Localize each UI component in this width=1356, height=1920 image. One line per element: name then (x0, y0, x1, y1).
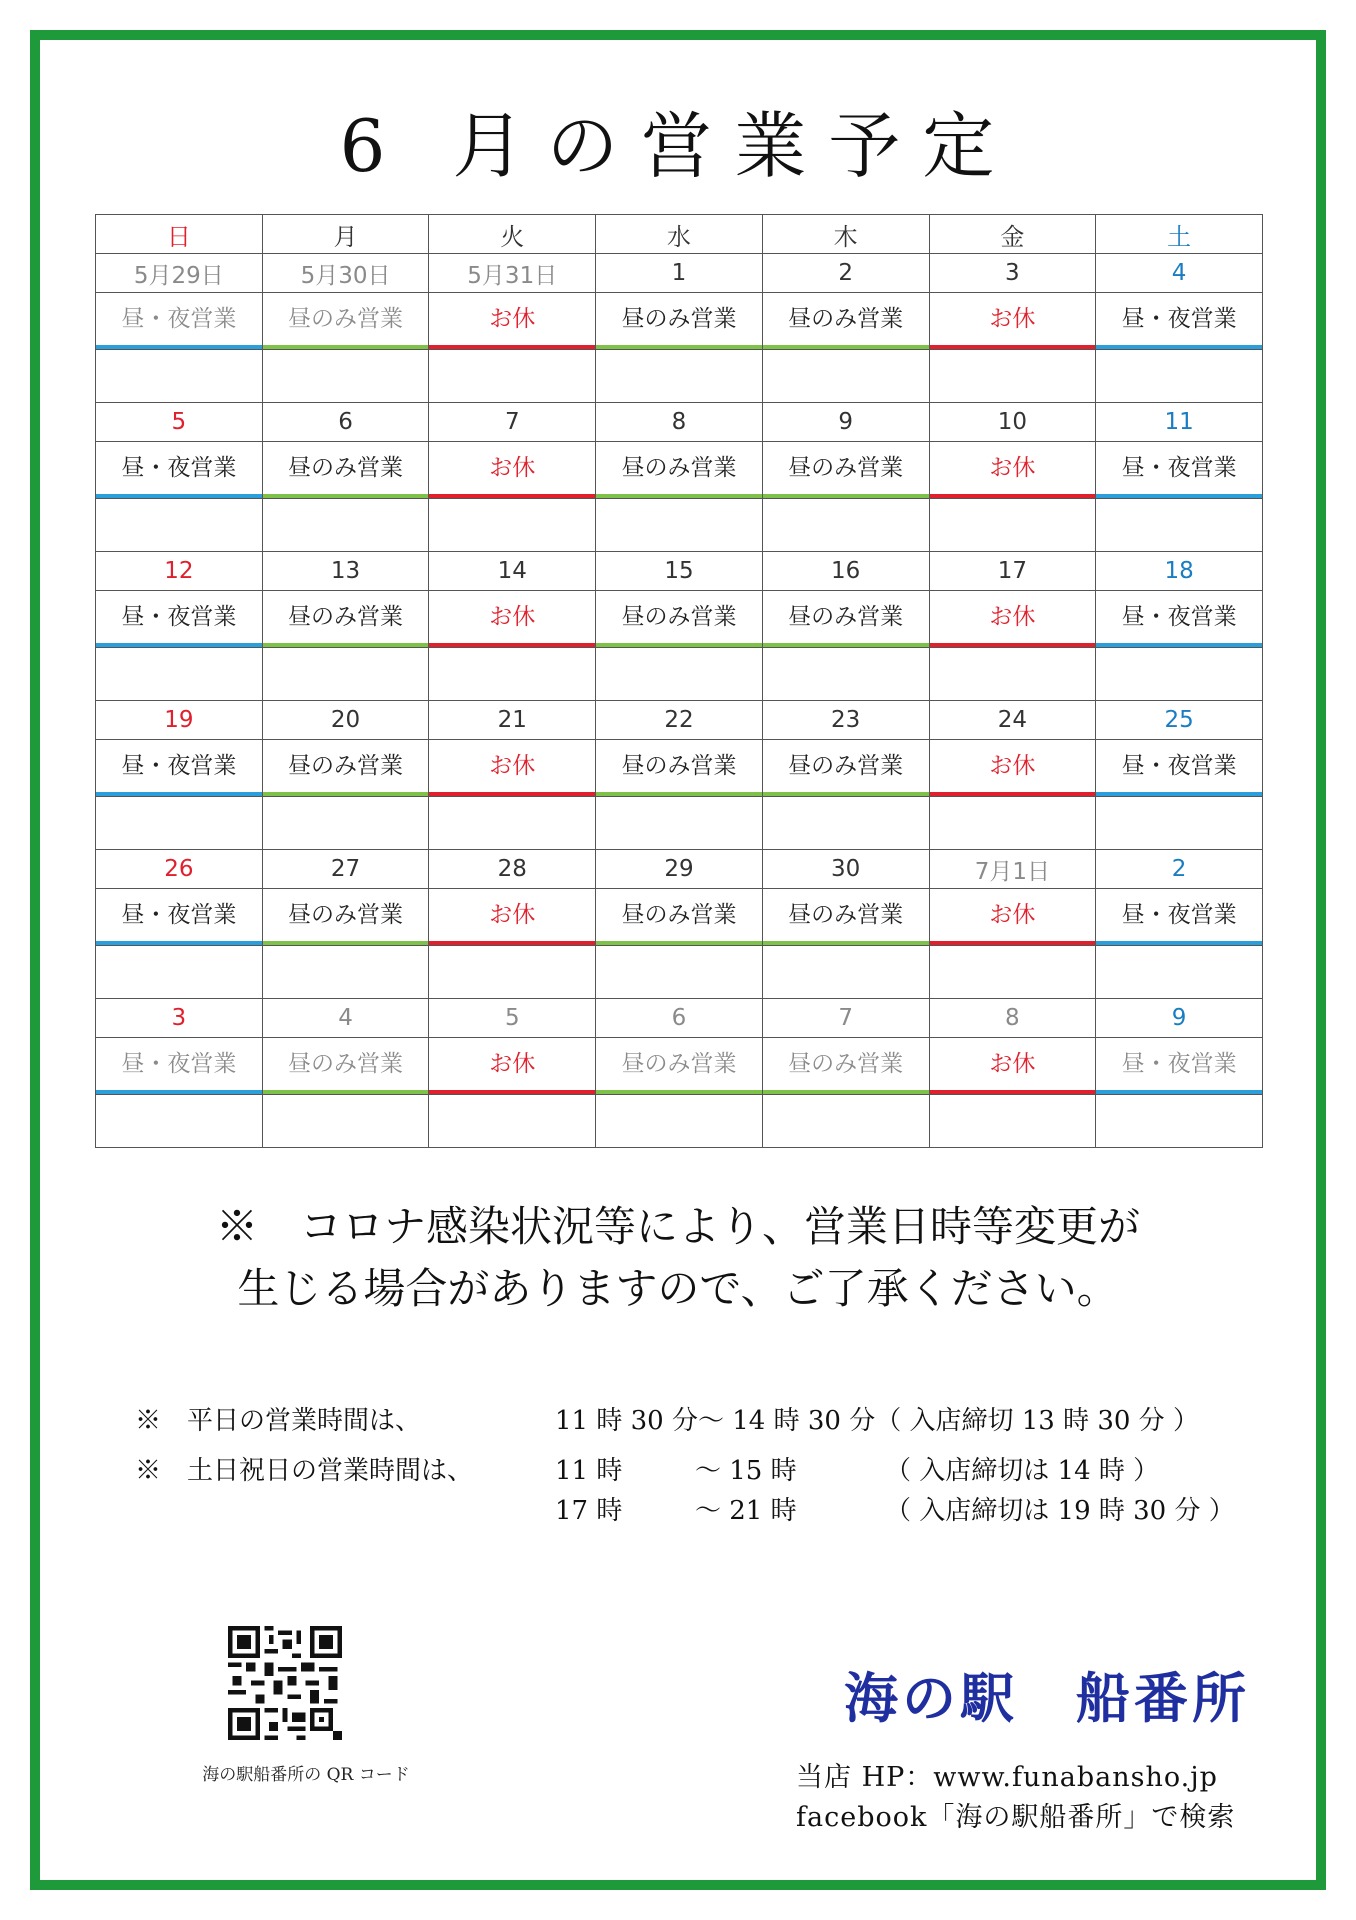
weekend-lunch-row (135, 1450, 1265, 1490)
status-label: 昼・夜営業 (96, 1038, 262, 1094)
weekday-tuesday: 火 (429, 215, 596, 254)
date-cell-saturday: 9 (1096, 999, 1263, 1038)
weekday-hours-label: ※ 平日の営業時間は、 (135, 1406, 422, 1436)
blank-row (96, 350, 1263, 403)
status-cell-wednesday (596, 591, 763, 648)
status-cell-tuesday (429, 591, 596, 648)
blank-cell (929, 350, 1096, 403)
date-cell-friday: 3 (929, 254, 1096, 293)
status-label: 昼のみ営業 (263, 740, 429, 796)
status-label: 昼・夜営業 (96, 591, 262, 647)
weekend-lunch-note: （ 入店締切は 14 時 ） (885, 1456, 1160, 1486)
date-cell-sunday: 3 (96, 999, 263, 1038)
status-cell-friday (929, 442, 1096, 499)
status-label: お休 (930, 591, 1096, 647)
date-cell-friday: 24 (929, 701, 1096, 740)
blank-cell (1096, 797, 1263, 850)
weekend-dinner-start: 17 時 (555, 1496, 623, 1526)
status-label: お休 (930, 1038, 1096, 1094)
status-label: 昼・夜営業 (96, 889, 262, 945)
date-cell-saturday: 4 (1096, 254, 1263, 293)
date-cell-wednesday: 1 (596, 254, 763, 293)
status-cell-friday (929, 591, 1096, 648)
status-label: お休 (930, 293, 1096, 349)
status-label: 昼のみ営業 (263, 591, 429, 647)
status-row (96, 740, 1263, 797)
date-cell-saturday: 2 (1096, 850, 1263, 889)
status-cell-friday (929, 740, 1096, 797)
status-cell-friday (929, 1038, 1096, 1095)
date-cell-monday: 4 (262, 999, 429, 1038)
date-cell-saturday: 18 (1096, 552, 1263, 591)
status-label: 昼のみ営業 (763, 591, 929, 647)
date-cell-friday: 7月1日 (929, 850, 1096, 889)
weekday-header-row (96, 215, 1263, 254)
status-cell-monday (262, 889, 429, 946)
blank-cell (429, 797, 596, 850)
date-cell-tuesday: 5月31日 (429, 254, 596, 293)
blank-cell (596, 1095, 763, 1148)
homepage-link[interactable]: 当店 HP：www.funabansho.jp (796, 1762, 1218, 1793)
facebook-search: facebook「海の駅船番所」で検索 (796, 1802, 1236, 1833)
brand-logo: 海の駅 船番所 (844, 1667, 1250, 1730)
date-cell-monday: 27 (262, 850, 429, 889)
status-cell-thursday (762, 591, 929, 648)
date-cell-monday: 5月30日 (262, 254, 429, 293)
date-cell-friday: 8 (929, 999, 1096, 1038)
status-label: 昼のみ営業 (763, 889, 929, 945)
weekend-hours-label: ※ 土日祝日の営業時間は、 (135, 1456, 474, 1486)
date-cell-tuesday: 28 (429, 850, 596, 889)
date-cell-sunday: 12 (96, 552, 263, 591)
blank-cell (762, 350, 929, 403)
date-cell-sunday: 26 (96, 850, 263, 889)
blank-cell (429, 499, 596, 552)
blank-cell (929, 1095, 1096, 1148)
status-cell-monday (262, 1038, 429, 1095)
blank-cell (429, 946, 596, 999)
blank-cell (96, 946, 263, 999)
weekday-monday: 月 (262, 215, 429, 254)
status-cell-tuesday (429, 293, 596, 350)
date-cell-thursday: 16 (762, 552, 929, 591)
status-cell-friday (929, 889, 1096, 946)
status-label: 昼のみ営業 (763, 1038, 929, 1094)
status-cell-wednesday (596, 442, 763, 499)
blank-cell (1096, 350, 1263, 403)
status-label: お休 (429, 1038, 595, 1094)
date-cell-thursday: 23 (762, 701, 929, 740)
status-cell-sunday (96, 1038, 263, 1095)
date-cell-sunday: 5 (96, 403, 263, 442)
status-cell-monday (262, 293, 429, 350)
blank-cell (762, 946, 929, 999)
weekday-wednesday: 水 (596, 215, 763, 254)
weekday-saturday: 土 (1096, 215, 1263, 254)
status-label: 昼・夜営業 (1096, 591, 1262, 647)
blank-cell (929, 499, 1096, 552)
status-cell-saturday (1096, 889, 1263, 946)
status-row (96, 591, 1263, 648)
status-label: 昼・夜営業 (96, 740, 262, 796)
blank-cell (262, 499, 429, 552)
status-cell-thursday (762, 1038, 929, 1095)
blank-cell (96, 1095, 263, 1148)
status-cell-saturday (1096, 442, 1263, 499)
blank-row (96, 499, 1263, 552)
status-cell-thursday (762, 740, 929, 797)
status-cell-saturday (1096, 591, 1263, 648)
status-cell-tuesday (429, 889, 596, 946)
date-cell-thursday: 30 (762, 850, 929, 889)
status-cell-wednesday (596, 889, 763, 946)
date-cell-friday: 10 (929, 403, 1096, 442)
status-label: 昼のみ営業 (763, 740, 929, 796)
status-label: 昼のみ営業 (596, 740, 762, 796)
blank-cell (762, 1095, 929, 1148)
status-cell-saturday (1096, 1038, 1263, 1095)
blank-cell (96, 499, 263, 552)
blank-cell (1096, 946, 1263, 999)
status-cell-thursday (762, 293, 929, 350)
status-label: 昼のみ営業 (763, 442, 929, 498)
status-label: 昼のみ営業 (263, 442, 429, 498)
covid-notice (0, 1196, 1356, 1320)
blank-cell (262, 350, 429, 403)
weekend-dinner-note: （ 入店締切は 19 時 30 分 ） (885, 1496, 1235, 1526)
weekday-hours-value: 11 時 30 分〜 14 時 30 分（ 入店締切 13 時 30 分 ） (555, 1406, 1199, 1436)
status-cell-wednesday (596, 293, 763, 350)
status-cell-tuesday (429, 442, 596, 499)
status-row (96, 293, 1263, 350)
status-cell-tuesday (429, 740, 596, 797)
status-label: お休 (429, 442, 595, 498)
status-label: 昼のみ営業 (596, 442, 762, 498)
status-label: 昼・夜営業 (1096, 740, 1262, 796)
date-row (96, 552, 1263, 591)
date-cell-monday: 6 (262, 403, 429, 442)
blank-cell (262, 946, 429, 999)
status-label: 昼のみ営業 (596, 591, 762, 647)
status-cell-sunday (96, 740, 263, 797)
blank-cell (762, 797, 929, 850)
date-cell-monday: 13 (262, 552, 429, 591)
status-label: お休 (930, 740, 1096, 796)
status-cell-friday (929, 293, 1096, 350)
qr-caption: 海の駅船番所の QR コード (202, 1765, 410, 1785)
status-cell-monday (262, 740, 429, 797)
notice-line-1: ※ コロナ感染状況等により、営業日時等変更が (215, 1202, 1140, 1251)
status-cell-saturday (1096, 293, 1263, 350)
status-row (96, 1038, 1263, 1095)
blank-cell (1096, 648, 1263, 701)
blank-cell (596, 499, 763, 552)
status-cell-sunday (96, 442, 263, 499)
status-label: お休 (930, 889, 1096, 945)
blank-cell (429, 350, 596, 403)
status-label: 昼のみ営業 (263, 889, 429, 945)
blank-cell (596, 797, 763, 850)
blank-cell (929, 797, 1096, 850)
blank-cell (929, 648, 1096, 701)
blank-row (96, 1095, 1263, 1148)
status-label: 昼のみ営業 (263, 293, 429, 349)
status-label: お休 (429, 740, 595, 796)
date-cell-saturday: 11 (1096, 403, 1263, 442)
status-label: 昼・夜営業 (1096, 1038, 1262, 1094)
weekday-hours-row (135, 1400, 1265, 1440)
date-cell-tuesday: 7 (429, 403, 596, 442)
weekend-lunch-start: 11 時 (555, 1456, 623, 1486)
date-cell-thursday: 9 (762, 403, 929, 442)
date-cell-thursday: 7 (762, 999, 929, 1038)
status-label: 昼・夜営業 (1096, 889, 1262, 945)
status-label: 昼のみ営業 (763, 293, 929, 349)
qr-code-icon[interactable] (228, 1626, 342, 1740)
date-cell-wednesday: 29 (596, 850, 763, 889)
date-cell-monday: 20 (262, 701, 429, 740)
blank-cell (1096, 499, 1263, 552)
weekday-friday: 金 (929, 215, 1096, 254)
date-cell-wednesday: 15 (596, 552, 763, 591)
blank-cell (762, 648, 929, 701)
status-cell-sunday (96, 591, 263, 648)
blank-row (96, 946, 1263, 999)
status-cell-saturday (1096, 740, 1263, 797)
page-title: 6 月の営業予定 (339, 104, 1017, 188)
status-label: お休 (429, 889, 595, 945)
blank-cell (929, 946, 1096, 999)
status-cell-thursday (762, 442, 929, 499)
status-label: 昼・夜営業 (1096, 442, 1262, 498)
notice-line-2: 生じる場合がありますので、ご了承ください。 (237, 1264, 1119, 1313)
status-label: お休 (429, 591, 595, 647)
status-cell-tuesday (429, 1038, 596, 1095)
date-cell-tuesday: 21 (429, 701, 596, 740)
blank-row (96, 797, 1263, 850)
date-cell-saturday: 25 (1096, 701, 1263, 740)
contact-info (796, 1758, 1296, 1838)
blank-cell (762, 499, 929, 552)
date-cell-thursday: 2 (762, 254, 929, 293)
blank-cell (262, 797, 429, 850)
status-cell-monday (262, 591, 429, 648)
status-label: 昼のみ営業 (596, 1038, 762, 1094)
calendar-table (95, 214, 1263, 1148)
blank-cell (262, 1095, 429, 1148)
date-row (96, 254, 1263, 293)
blank-cell (96, 797, 263, 850)
status-cell-thursday (762, 889, 929, 946)
date-cell-tuesday: 5 (429, 999, 596, 1038)
date-cell-wednesday: 22 (596, 701, 763, 740)
status-label: お休 (930, 442, 1096, 498)
weekend-dinner-end: 〜 21 時 (695, 1496, 797, 1526)
status-cell-wednesday (596, 1038, 763, 1095)
status-cell-monday (262, 442, 429, 499)
date-row (96, 701, 1263, 740)
weekday-sunday: 日 (96, 215, 263, 254)
status-label: 昼のみ営業 (596, 889, 762, 945)
date-cell-tuesday: 14 (429, 552, 596, 591)
blank-cell (262, 648, 429, 701)
date-cell-wednesday: 6 (596, 999, 763, 1038)
weekend-dinner-row (135, 1490, 1265, 1530)
date-row (96, 850, 1263, 889)
date-cell-sunday: 5月29日 (96, 254, 263, 293)
blank-cell (596, 946, 763, 999)
blank-cell (1096, 1095, 1263, 1148)
blank-cell (596, 648, 763, 701)
blank-cell (596, 350, 763, 403)
business-hours (135, 1400, 1265, 1530)
blank-row (96, 648, 1263, 701)
date-cell-sunday: 19 (96, 701, 263, 740)
blank-cell (96, 350, 263, 403)
blank-cell (429, 648, 596, 701)
blank-cell (429, 1095, 596, 1148)
status-label: 昼・夜営業 (96, 293, 262, 349)
status-cell-sunday (96, 293, 263, 350)
date-row (96, 403, 1263, 442)
status-label: 昼・夜営業 (1096, 293, 1262, 349)
date-cell-friday: 17 (929, 552, 1096, 591)
status-label: 昼のみ営業 (596, 293, 762, 349)
date-row (96, 999, 1263, 1038)
blank-cell (96, 648, 263, 701)
calendar-body (96, 215, 1263, 1148)
status-cell-wednesday (596, 740, 763, 797)
status-label: 昼のみ営業 (263, 1038, 429, 1094)
status-row (96, 442, 1263, 499)
status-row (96, 889, 1263, 946)
weekend-lunch-end: 〜 15 時 (695, 1456, 797, 1486)
status-label: お休 (429, 293, 595, 349)
weekday-thursday: 木 (762, 215, 929, 254)
date-cell-wednesday: 8 (596, 403, 763, 442)
status-label: 昼・夜営業 (96, 442, 262, 498)
status-cell-sunday (96, 889, 263, 946)
